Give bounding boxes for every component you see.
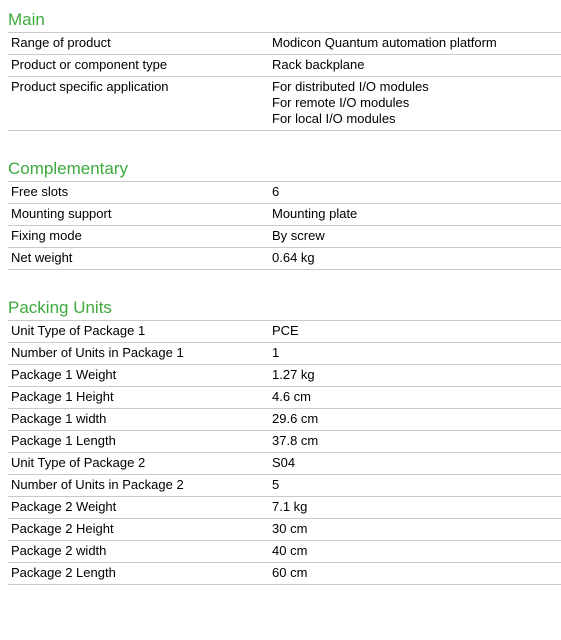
spec-label: Package 2 width xyxy=(11,543,107,558)
spec-row xyxy=(8,247,561,270)
spec-label: Range of product xyxy=(11,35,111,50)
section-title: Main xyxy=(8,10,45,29)
section-packing-units xyxy=(8,298,561,585)
spec-value xyxy=(269,387,561,408)
spec-row xyxy=(8,320,561,342)
section-title: Complementary xyxy=(8,159,128,178)
spec-label: Free slots xyxy=(11,184,69,199)
spec-row xyxy=(8,54,561,76)
spec-value-line: 60 cm xyxy=(272,565,308,580)
spec-value-line: 40 cm xyxy=(272,543,308,558)
spec-row xyxy=(8,430,561,452)
spec-value-line: PCE xyxy=(272,323,299,338)
section-title: Packing Units xyxy=(8,298,112,317)
spec-value-line: 29.6 cm xyxy=(272,411,319,426)
spec-row xyxy=(8,364,561,386)
spec-value-line: For remote I/O modules xyxy=(272,95,410,110)
spec-value xyxy=(269,77,561,130)
spec-row xyxy=(8,452,561,474)
spec-value-line: S04 xyxy=(272,455,296,470)
spec-value-line: 5 xyxy=(272,477,280,492)
spec-value-line: 1 xyxy=(272,345,280,360)
spec-row xyxy=(8,32,561,54)
spec-value-line: Rack backplane xyxy=(272,57,365,72)
spec-label: Product or component type xyxy=(11,57,168,72)
spec-value xyxy=(269,431,561,452)
spec-row xyxy=(8,518,561,540)
spec-value xyxy=(269,248,561,269)
spec-value-line: 1.27 kg xyxy=(272,367,315,382)
spec-value xyxy=(269,519,561,540)
spec-value xyxy=(269,321,561,342)
spec-label: Package 2 Length xyxy=(11,565,116,580)
spec-value-line: 37.8 cm xyxy=(272,433,319,448)
spec-label: Package 1 Length xyxy=(11,433,116,448)
spec-row xyxy=(8,181,561,203)
spec-label: Product specific application xyxy=(11,79,169,94)
spec-row xyxy=(8,386,561,408)
spec-value xyxy=(269,204,561,225)
section-main xyxy=(8,10,561,131)
spec-value xyxy=(269,182,561,203)
spec-value-line: 0.64 kg xyxy=(272,250,315,265)
spec-table xyxy=(8,32,561,131)
spec-row xyxy=(8,562,561,585)
spec-value xyxy=(269,453,561,474)
spec-value xyxy=(269,475,561,496)
spec-value xyxy=(269,497,561,518)
spec-value xyxy=(269,226,561,247)
spec-row xyxy=(8,342,561,364)
spec-label: Package 1 width xyxy=(11,411,107,426)
spec-label: Package 1 Weight xyxy=(11,367,117,382)
spec-value xyxy=(269,55,561,76)
spec-label: Package 2 Weight xyxy=(11,499,117,514)
spec-row xyxy=(8,225,561,247)
spec-row xyxy=(8,540,561,562)
spec-row xyxy=(8,408,561,430)
spec-row xyxy=(8,76,561,131)
spec-value-line: Mounting plate xyxy=(272,206,358,221)
spec-label: Number of Units in Package 1 xyxy=(11,345,184,360)
spec-label: Unit Type of Package 2 xyxy=(11,455,146,470)
section-complementary xyxy=(8,159,561,270)
spec-value-line: Modicon Quantum automation platform xyxy=(272,35,497,50)
spec-value-line: By screw xyxy=(272,228,325,243)
spec-value xyxy=(269,563,561,584)
spec-label: Number of Units in Package 2 xyxy=(11,477,184,492)
spec-label: Unit Type of Package 1 xyxy=(11,323,146,338)
spec-value xyxy=(269,365,561,386)
spec-label: Net weight xyxy=(11,250,73,265)
spec-label: Package 2 Height xyxy=(11,521,114,536)
spec-label: Fixing mode xyxy=(11,228,82,243)
spec-value-line: For distributed I/O modules xyxy=(272,79,429,94)
spec-label: Mounting support xyxy=(11,206,112,221)
spec-value xyxy=(269,33,561,54)
spec-value-line: 6 xyxy=(272,184,280,199)
spec-value-line: 7.1 kg xyxy=(272,499,308,514)
spec-row xyxy=(8,203,561,225)
spec-value xyxy=(269,343,561,364)
spec-table xyxy=(8,181,561,270)
spec-value-line: For local I/O modules xyxy=(272,111,396,126)
spec-value-line: 4.6 cm xyxy=(272,389,312,404)
spec-value xyxy=(269,409,561,430)
spec-table xyxy=(8,320,561,585)
spec-value xyxy=(269,541,561,562)
spec-row xyxy=(8,496,561,518)
spec-row xyxy=(8,474,561,496)
spec-value-line: 30 cm xyxy=(272,521,308,536)
spec-label: Package 1 Height xyxy=(11,389,114,404)
